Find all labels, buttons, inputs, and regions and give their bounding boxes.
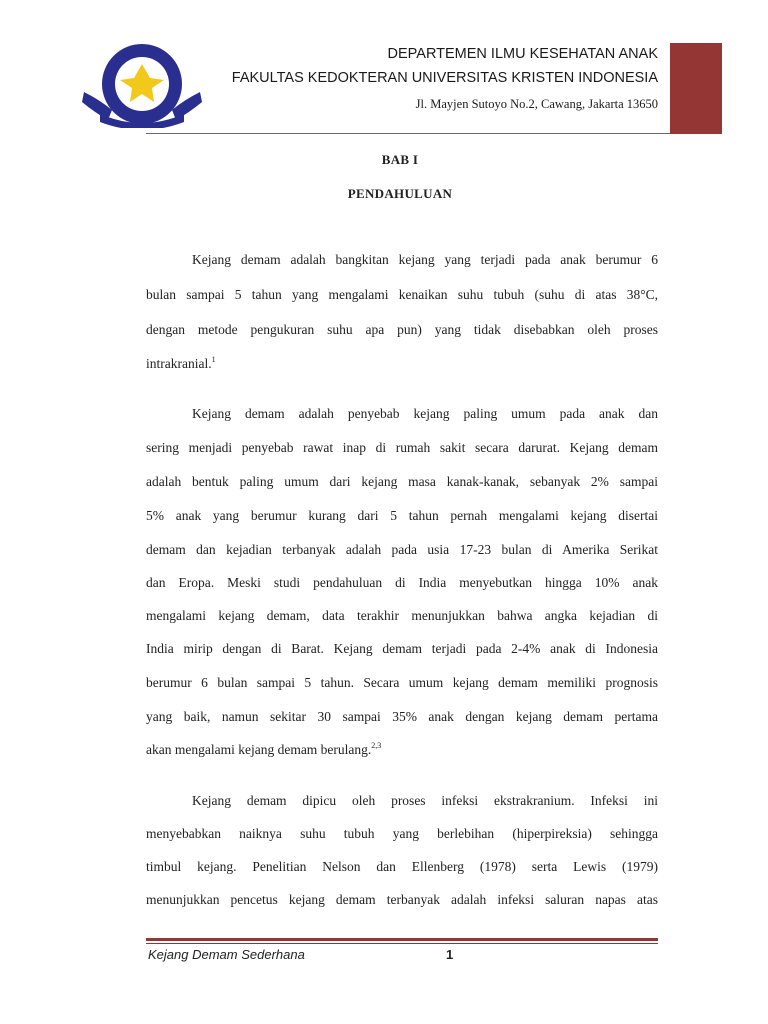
paragraph-line: berumur 6 bulan sampai 5 tahun. Secara umum kejang demam memiliki prognosis: [146, 675, 658, 690]
footer-divider-thin: [146, 943, 658, 944]
paragraph-line: menunjukkan pencetus kejang demam terbanyak adalah infeksi saluran napas atas: [146, 892, 658, 907]
paragraph-line: menyebabkan naiknya suhu tubuh yang berlebihan (hiperpireksia) sehingga: [146, 826, 658, 841]
paragraph-line: sering menjadi penyebab rawat inap di rumah sakit secara darurat. Kejang demam: [146, 440, 658, 455]
paragraph-text: akan mengalami kejang demam berulang.: [146, 742, 372, 757]
paragraph-line: demam dan kejadian terbanyak adalah pada usia 17-23 bulan di Amerika Serikat: [146, 542, 658, 557]
faculty-name: FAKULTAS KEDOKTERAN UNIVERSITAS KRISTEN INDONESIA: [231, 70, 658, 86]
paragraph-text: intrakranial.: [146, 356, 212, 371]
paragraph-line: India mirip dengan di Barat. Kejang demam terjadi pada 2-4% anak di Indonesia: [146, 641, 658, 656]
paragraph-line: bulan sampai 5 tahun yang mengalami kenaikan suhu tubuh (suhu di atas 38°C,: [146, 287, 658, 302]
paragraph-line: dan Eropa. Meski studi pendahuluan di India menyebutkan hingga 10% anak: [146, 575, 658, 590]
footer-divider: [146, 938, 658, 941]
paragraph-line: 5% anak yang berumur kurang dari 5 tahun pernah mengalami kejang disertai: [146, 508, 658, 523]
paragraph-line: Kejang demam adalah penyebab kejang paling umum pada anak dan: [192, 406, 658, 421]
header-accent-bar: [670, 43, 722, 134]
address: Jl. Mayjen Sutoyo No.2, Cawang, Jakarta 13650: [415, 97, 658, 111]
paragraph-line: Kejang demam dipicu oleh proses infeksi ekstrakranium. Infeksi ini: [192, 793, 658, 808]
paragraph-line: yang baik, namun sekitar 30 sampai 35% anak dengan kejang demam pertama: [146, 709, 658, 724]
paragraph-line: dengan metode pengukuran suhu apa pun) yang tidak disebabkan oleh proses: [146, 322, 658, 337]
department-name: DEPARTEMEN ILMU KESEHATAN ANAK: [387, 46, 658, 62]
header-divider: [146, 133, 670, 134]
chapter-title: BAB I: [381, 152, 419, 167]
citation-ref: 1: [211, 355, 216, 364]
chapter-heading: PENDAHULUAN: [347, 186, 453, 201]
paragraph-line: mengalami kejang demam, data terakhir menunjukkan bahwa angka kejadian di: [146, 608, 658, 623]
paragraph-line: Kejang demam adalah bangkitan kejang yang terjadi pada anak berumur 6: [192, 252, 658, 267]
footer-title: Kejang Demam Sederhana: [148, 947, 305, 962]
page-number: 1: [446, 947, 454, 962]
paragraph-line: timbul kejang. Penelitian Nelson dan Ellenberg (1978) serta Lewis (1979): [146, 859, 658, 874]
paragraph-line: adalah bentuk paling umum dari kejang masa kanak-kanak, sebanyak 2% sampai: [146, 474, 658, 489]
paragraph-line-last: [146, 355, 658, 373]
paragraph-line-last: [146, 741, 658, 759]
citation-ref: 2,3: [371, 741, 382, 750]
university-logo: [80, 40, 204, 128]
